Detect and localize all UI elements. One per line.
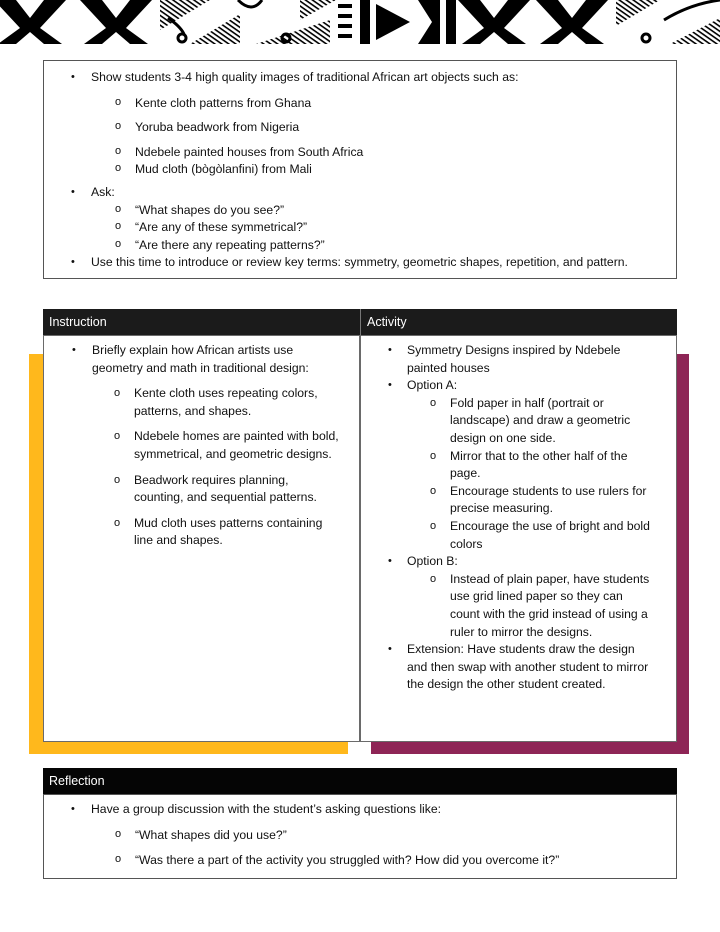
option-a-step: o Encourage students to use rulers for precise measuring. — [361, 483, 654, 518]
hatched-block-1 — [160, 0, 240, 44]
instruction-point: o Beadwork requires planning, counting, and sequential patterns. — [44, 472, 341, 507]
key-terms: • Use this time to introduce or review key terms: symmetry, geometric shapes, repetition, and pattern. — [44, 254, 676, 272]
x-motif-4 — [536, 0, 608, 44]
hatched-block-3 — [616, 0, 720, 44]
example-item: o Mud cloth (bògòlanfini) from Mali — [44, 161, 676, 179]
instruction-point: o Ndebele homes are painted with bold, symmetrical, and geometric designs. — [44, 428, 341, 463]
example-item: o Yoruba beadwork from Nigeria — [44, 119, 676, 137]
option-a-step: o Encourage the use of bright and bold colors — [361, 518, 654, 553]
example-item: o Kente cloth patterns from Ghana — [44, 95, 676, 113]
instruction-lead: • Briefly explain how African artists use geometry and math in traditional design: — [44, 342, 341, 377]
x-motif-2 — [80, 0, 152, 44]
reflection-question: o “Was there a part of the activity you struggled with? How did you overcome it?” — [44, 852, 676, 870]
reflection-question: o “What shapes did you use?” — [44, 827, 676, 845]
instruction-point: o Mud cloth uses patterns containing line and shapes. — [44, 515, 341, 550]
bars-block — [338, 0, 456, 44]
example-item: o Ndebele painted houses from South Africa — [44, 144, 676, 162]
option-a-step: o Fold paper in half (portrait or landscape) and draw a geometric design on one side. — [361, 395, 654, 448]
reflection-header: Reflection — [43, 768, 677, 794]
decorative-pattern-banner — [0, 0, 720, 44]
question-item: o “What shapes do you see?” — [44, 202, 676, 220]
option-a-step: o Mirror that to the other half of the page. — [361, 448, 654, 483]
instruction-point: o Kente cloth uses repeating colors, patterns, and shapes. — [44, 385, 341, 420]
hatched-block-2 — [238, 0, 336, 44]
question-item: o “Are there any repeating patterns?” — [44, 237, 676, 255]
x-motif-3 — [458, 0, 530, 44]
intro-lead: • Show students 3-4 high quality images of traditional African art objects such as: — [44, 69, 676, 87]
question-item: o “Are any of these symmetrical?” — [44, 219, 676, 237]
instruction-header: Instruction — [43, 309, 360, 335]
activity-header: Activity — [360, 309, 677, 335]
reflection-lead: • Have a group discussion with the student’s asking questions like: — [44, 801, 676, 819]
instruction-cell — [43, 335, 360, 742]
option-b-label: • Option B: — [361, 553, 654, 571]
x-motif-1 — [0, 0, 66, 44]
option-a-label: • Option A: — [361, 377, 654, 395]
reflection-box — [43, 794, 677, 879]
activity-extension: • Extension: Have students draw the design and then swap with another student to mirror the design the other student created. — [361, 641, 654, 694]
activity-cell — [360, 335, 677, 742]
ask-label: • Ask: — [44, 184, 676, 202]
intro-box — [43, 60, 677, 279]
option-b-step: o Instead of plain paper, have students use grid lined paper so they can count with the grid instead of using a ruler to mirror the designs. — [361, 571, 654, 641]
activity-intro: • Symmetry Designs inspired by Ndebele painted houses — [361, 342, 654, 377]
